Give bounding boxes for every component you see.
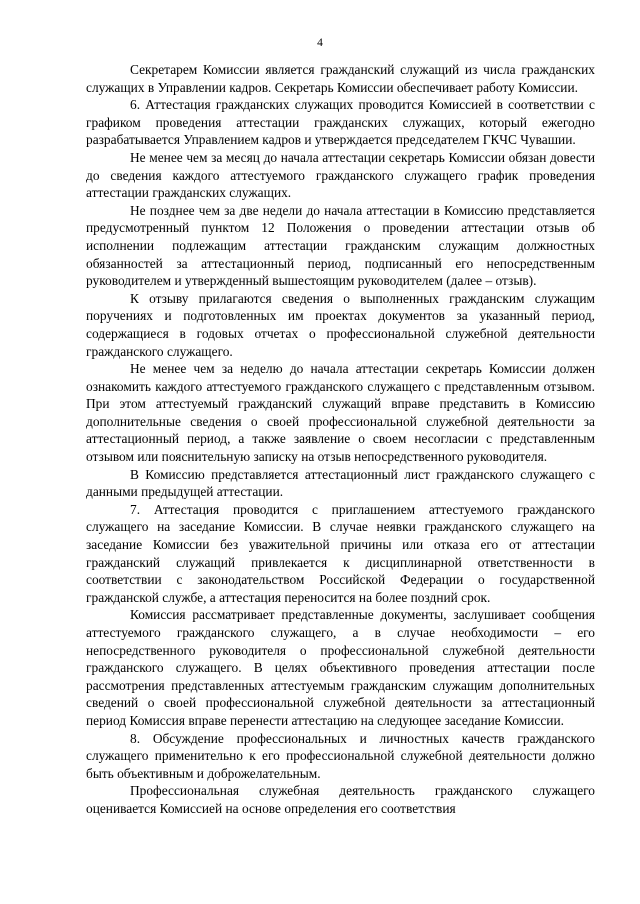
paragraph-attestation-sheet: В Комиссию представляется аттестационный лист гражданского служащего с данными предыдущей аттестации. (86, 466, 595, 500)
paragraph-evaluation: Профессиональная служебная деятельность гражданского служащего оценивается Комиссией на основе определения его соответствия (86, 783, 595, 816)
paragraph-item-7: 7. Аттестация проводится с приглашением аттестуемого гражданского служащего на заседание Комиссии. В случае неявки гражданского служащего на заседание Комиссии без уважительной причины или отказа его от аттестации гражданский служащий привлекается к дисциплинарной ответственности в соответствии с законодательством Российской Федерации о государственной гражданской службе, а аттестация переносится на более поздний срок. (86, 501, 595, 605)
page-number: 4 (317, 37, 323, 49)
paragraph-item-6: 6. Аттестация гражданских служащих проводится Комиссией в соответствии с графиком проведения аттестации гражданских служащих, который ежегодно разрабатывается Управлением кадров и утверждается председателем ГКЧС Чувашии. (86, 97, 595, 148)
document-body (86, 61, 595, 818)
paragraph-commission-review: Комиссия рассматривает представленные документы, заслушивает сообщения аттестуемого гражданского служащего, а в случае необходимости – его непосредственного руководителя о профессиональной служебной деятельности гражданского служащего. В целях объективного проведения аттестации после рассмотрения представленных аттестуемым гражданским служащим дополнительных сведений о своей профессиональной служебной деятельности за аттестационный период Комиссия вправе перенести аттестацию на следующее заседание Комиссии. (86, 607, 595, 728)
paragraph-review-attachments: К отзыву прилагаются сведения о выполненных гражданским служащим поручениях и подготовленных им проектах документов за указанный период, содержащиеся в годовых отчетах о профессиональной служебной деятельности гражданского служащего. (86, 290, 595, 359)
paragraph-review-familiarization: Не менее чем за неделю до начала аттестации секретарь Комиссии должен ознакомить каждого аттестуемого гражданского служащего с представленным отзывом. При этом аттестуемый гражданский служащий вправе представить в Комиссию дополнительные сведения о своей профессиональной служебной деятельности за аттестационный период, а также заявление о своем несогласии с представленным отзывом или пояснительную записку на отзыв непосредственного руководителя. (86, 361, 595, 465)
paragraph-item-8: 8. Обсуждение профессиональных и личностных качеств гражданского служащего применительно к его профессиональной служебной деятельности должно быть объективным и доброжелательным. (86, 730, 595, 781)
paragraph-secretary: Секретарем Комиссии является гражданский служащий из числа гражданских служащих в Управлении кадров. Секретарь Комиссии обеспечивает работу Комиссии. (86, 62, 595, 95)
paragraph-schedule-notice: Не менее чем за месяц до начала аттестации секретарь Комиссии обязан довести до сведения каждого аттестуемого гражданского служащего график проведения аттестации гражданских служащих. (86, 149, 595, 201)
paragraph-review-submission: Не позднее чем за две недели до начала аттестации в Комиссию представляется предусмотренный пунктом 12 Положения о проведении аттестации отзыв об исполнении подлежащим аттестации гражданским служащим должностных обязанностей за аттестационный период, подписанный его непосредственным руководителем и утвержденный вышестоящим руководителем (далее – отзыв). (86, 202, 595, 289)
